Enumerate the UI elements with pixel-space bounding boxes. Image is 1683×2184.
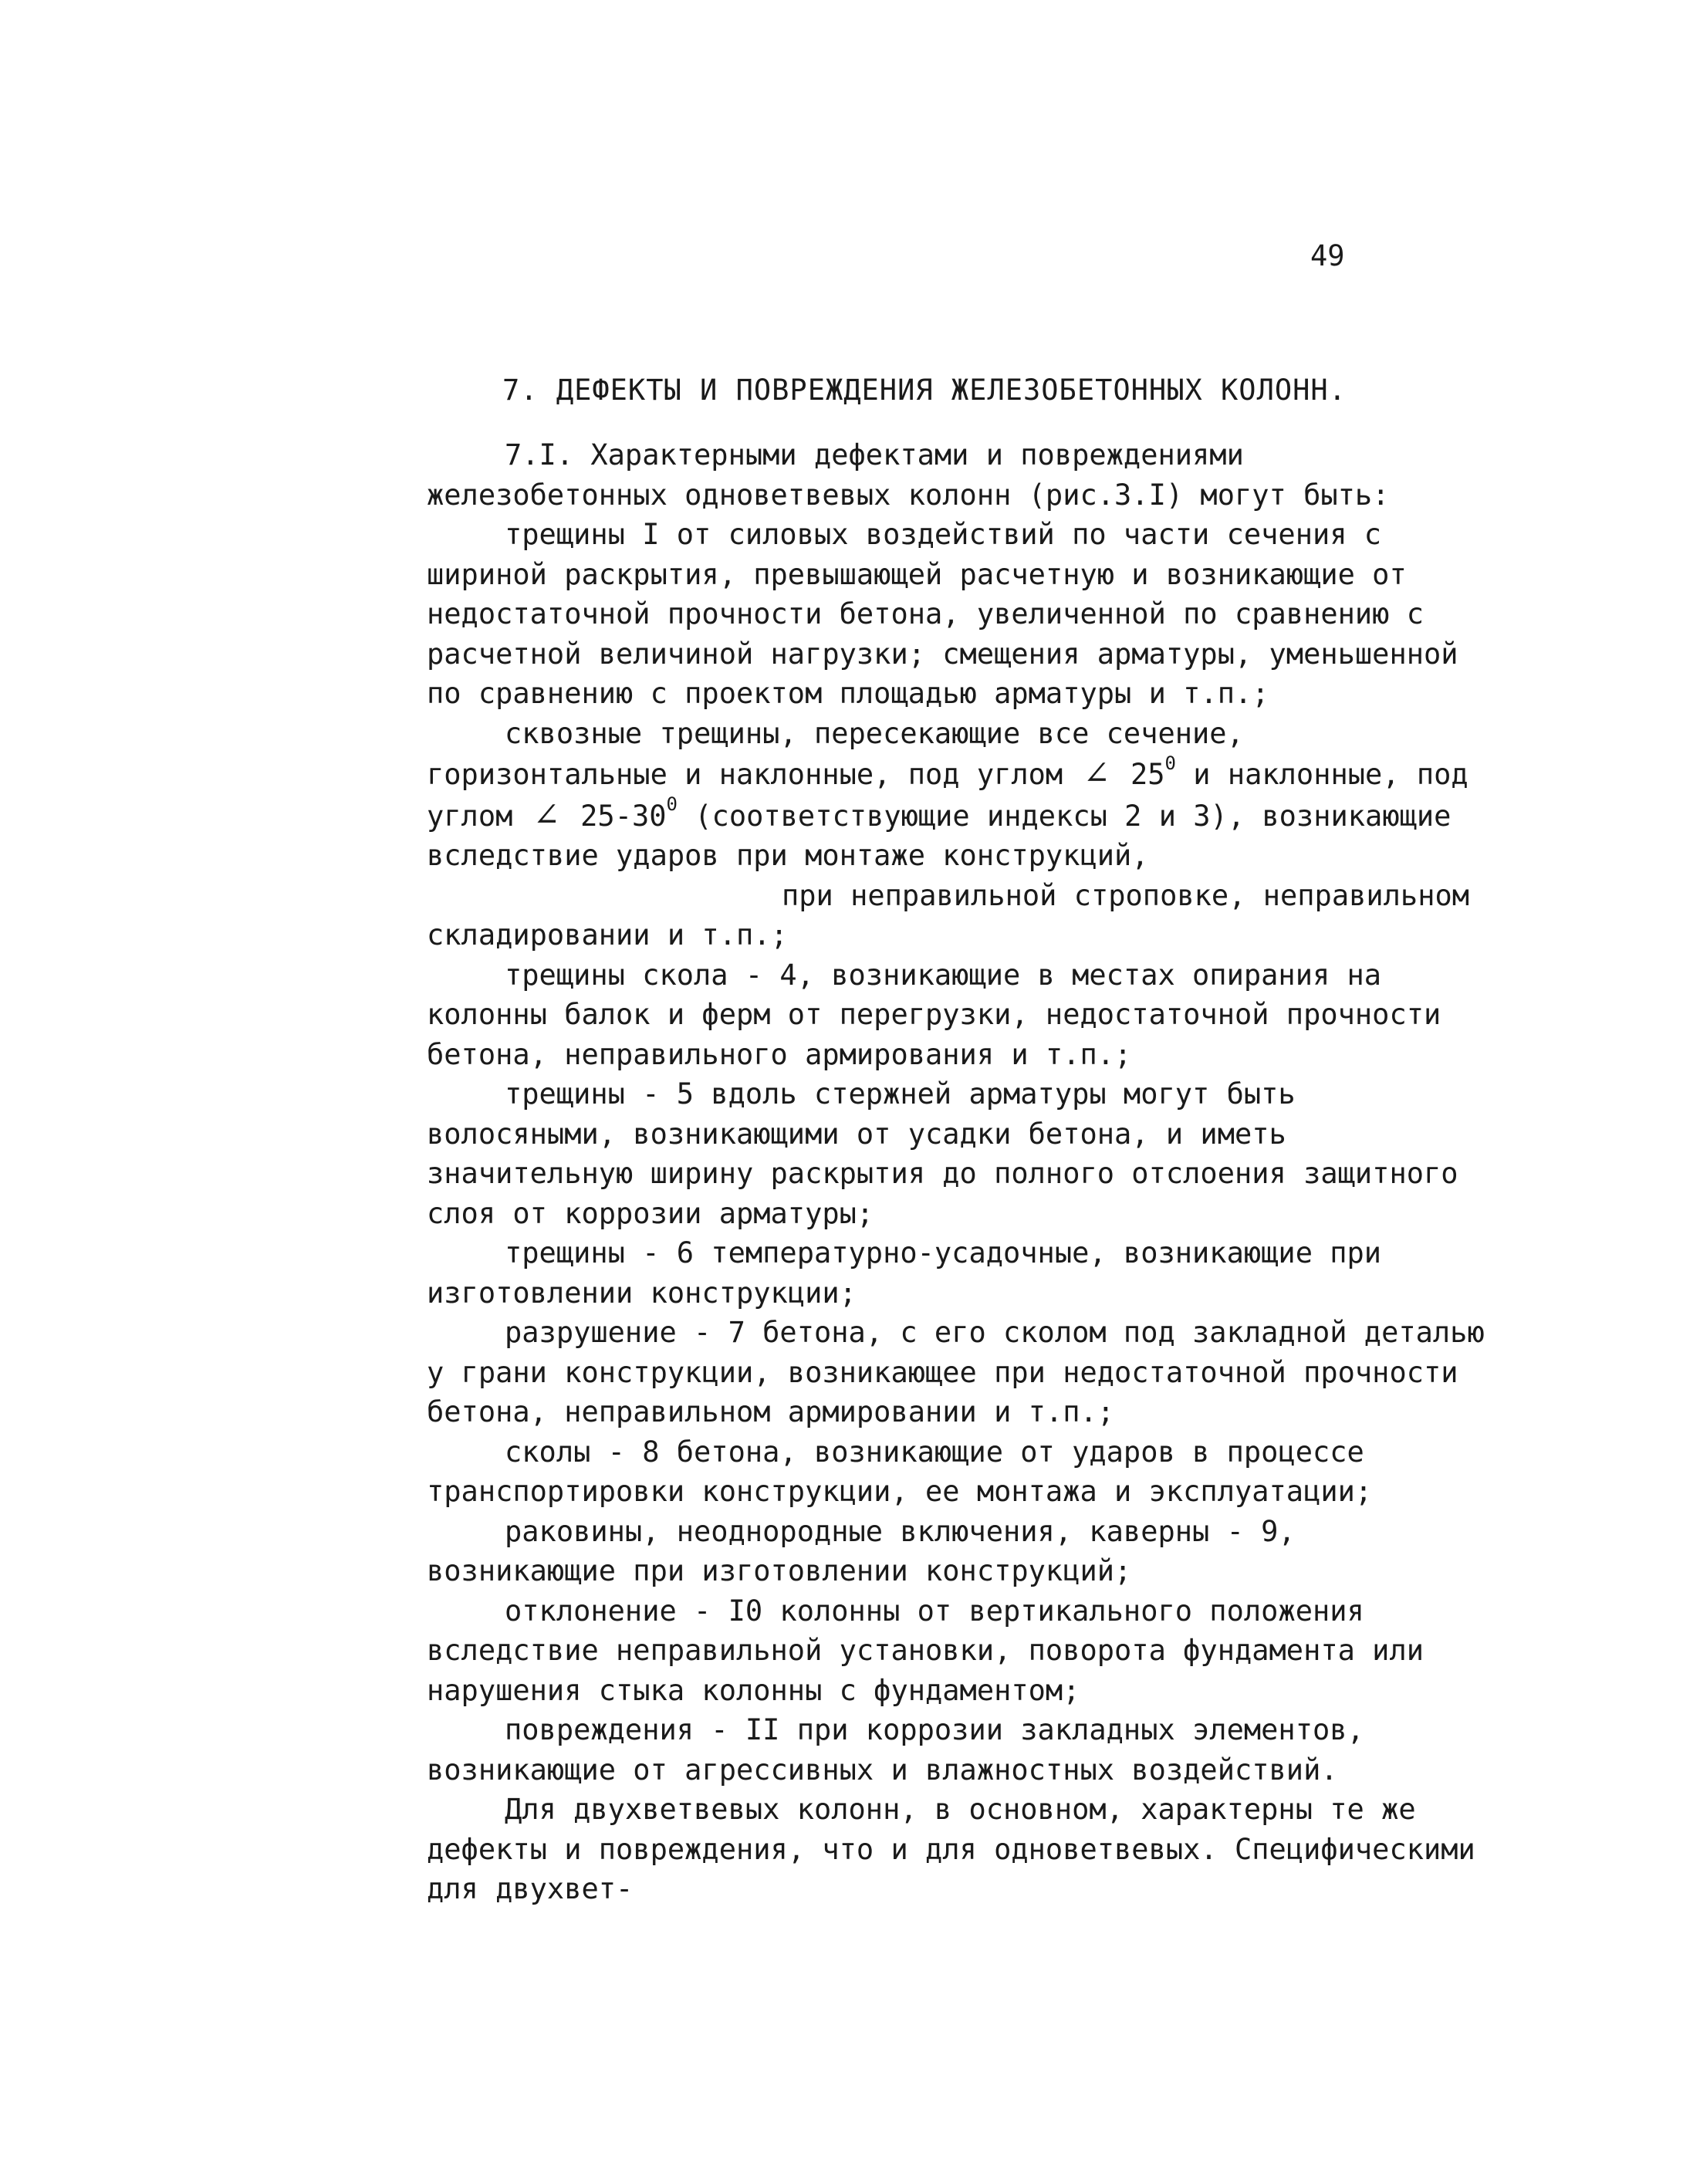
paragraph-item-2-3-text-b: и наклонные, под углом [427,758,1468,833]
body-text [427,435,1492,1909]
paragraph-two-branch: Для двухветвевых колонн, в основном, характерны те же дефекты и повреждения, что и для одноветвевых. Специфическими для двухвет- [427,1793,1475,1905]
paragraph-item-2-3-text-a: сквозные трещины, пересекающие все сечение, горизонтальные и наклонные, под углом [427,716,1244,791]
page-number: 49 [1310,239,1345,272]
angle-value-1: 25 [1130,758,1165,791]
paragraph-item-7: разрушение - 7 бетона, с его сколом под закладной деталью у грани конструкции, возникающее при недостаточной прочности бетона, неправильном армировании и т.п.; [427,1316,1485,1428]
paragraph-item-8: сколы - 8 бетона, возникающие от ударов в процессе транспортировки конструкции, ее монтажа и эксплуатации; [427,1435,1373,1508]
paragraph-item-2-3 [427,714,1492,955]
paragraph-item-10: отклонение - I0 колонны от вертикального положения вследствие неправильной установки, поворота фундамента или нарушения стыка колонны с фундаментом; [427,1594,1424,1707]
paragraph-item-4: трещины скола - 4, возникающие в местах опирания на колонны балок и ферм от перегрузки, недостаточной прочности бетона, неправильного армирования и т.п.; [427,958,1441,1071]
section-heading: 7. ДЕФЕКТЫ И ПОВРЕЖДЕНИЯ ЖЕЛЕЗОБЕТОННЫХ КОЛОНН. [502,374,1347,407]
degree-mark-1: 0 [1164,752,1176,774]
paragraph-item-2-3-text-c: (соответствующие индексы 2 и 3), возникающие вследствие ударов при монтаже конструкций, [427,799,1452,872]
paragraph-item-9: раковины, неоднородные включения, каверны - 9, возникающие при изготовлении конструкций; [427,1514,1296,1587]
paragraph-item-11: повреждения - II при коррозии закладных элементов, возникающие от агрессивных и влажностных воздействий. [427,1713,1364,1787]
paragraph-intro: 7.I. Характерными дефектами и повреждениями железобетонных одноветвевых колонн (рис.3.I) могут быть: [427,438,1390,512]
angle-symbol: ∠ [532,795,560,833]
paragraph-item-6: трещины - 6 температурно-усадочные, возникающие при изготовлении конструкции; [427,1236,1382,1310]
paragraph-item-5: трещины - 5 вдоль стержней арматуры могут быть волосяными, возникающими от усадки бетона, и иметь значительную ширину раскрытия до полного отслоения защитного слоя от коррозии арматуры; [427,1077,1458,1230]
paragraph-item-1: трещины I от силовых воздействий по части сечения с шириной раскрытия, превышающей расчетную и возникающие от недостаточной прочности бетона, увеличенной по сравнению с расчетной величиной нагрузки; смещения арматуры, уменьшенной по сравнению с проектом площадью арматуры и т.п.; [427,518,1458,710]
angle-value-2: 25-30 [580,799,667,833]
angle-symbol: ∠ [1083,754,1110,792]
degree-mark-2: 0 [666,793,678,816]
paragraph-item-2-3-text-d: при неправильной строповке, неправильном складировании и т.п.; [427,878,1470,952]
